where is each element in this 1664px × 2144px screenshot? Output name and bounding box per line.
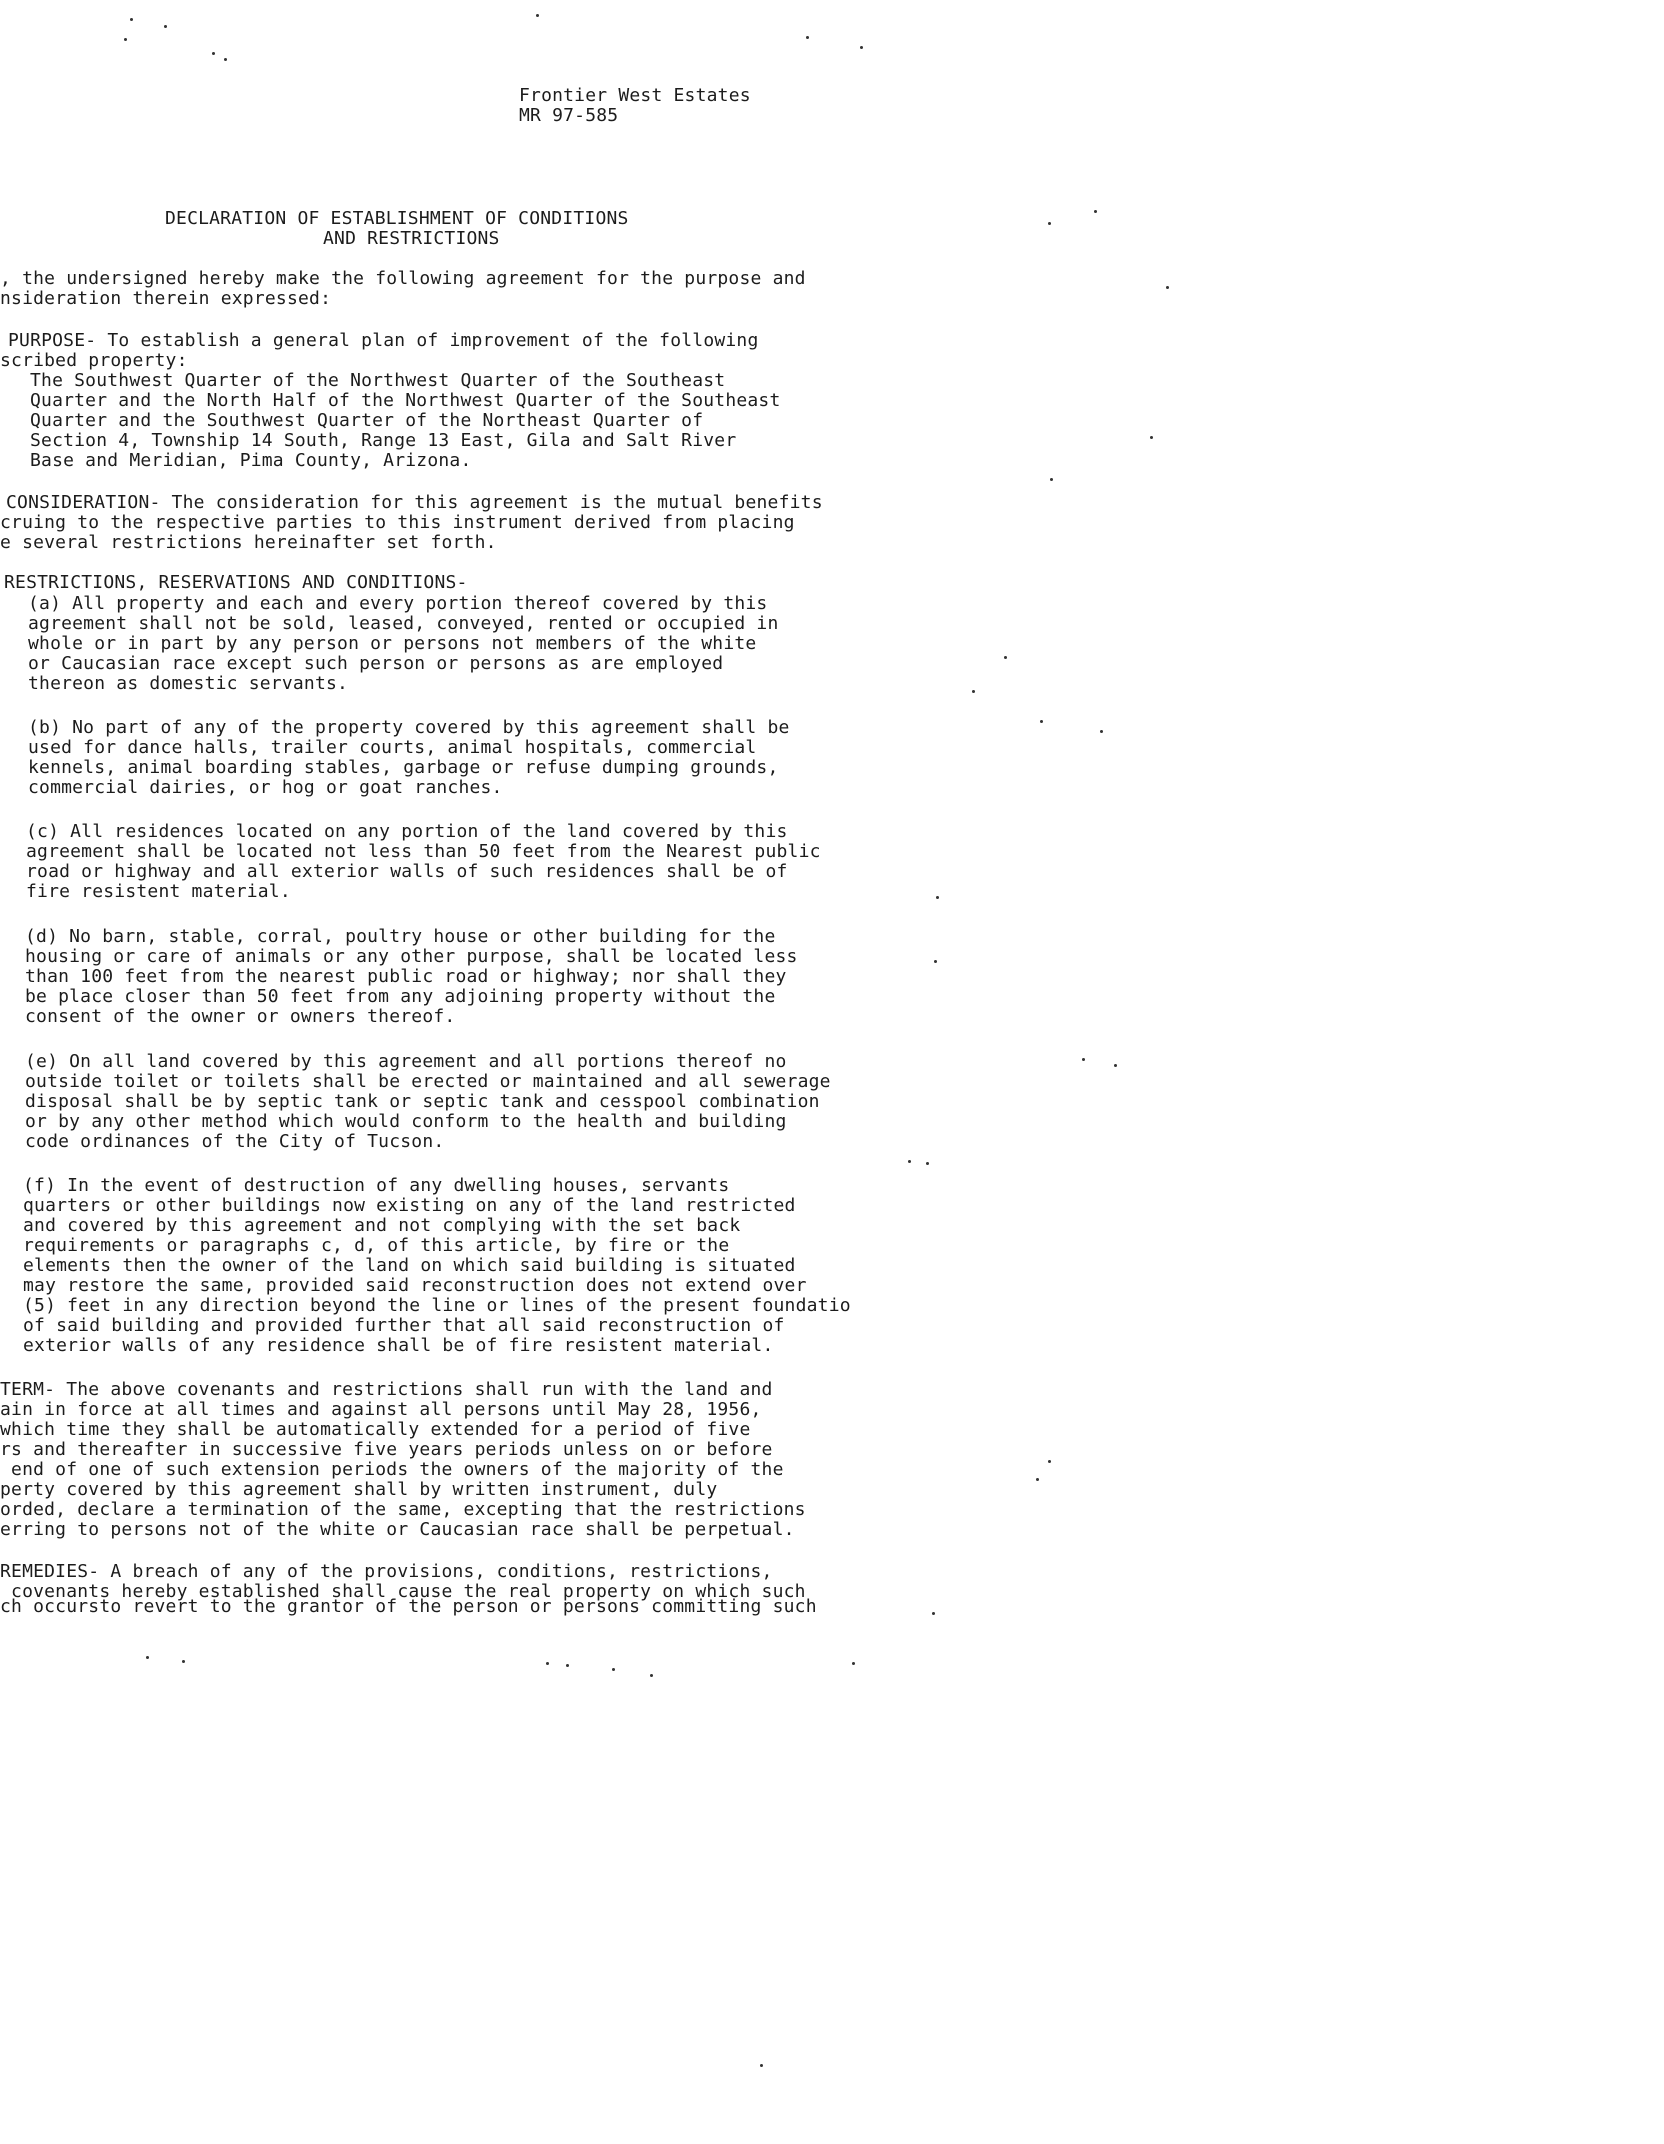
term-line: rs and thereafter in successive five years periods unless on or before (0, 1439, 773, 1460)
paragraph-c-line: (c) All residences located on any portion of the land covered by this (26, 821, 788, 842)
paragraph-f-line: and covered by this agreement and not complying with the set back (23, 1215, 741, 1236)
paragraph-f-line: exterior walls of any residence shall be of fire resistent material. (23, 1335, 774, 1356)
paragraph-f-line: (f) In the event of destruction of any dwelling houses, servants (23, 1175, 730, 1196)
paragraph-e-line: outside toilet or toilets shall be erected or maintained and all sewerage (25, 1071, 831, 1092)
term-line: orded, declare a termination of the same, excepting that the restrictions (0, 1499, 806, 1520)
remedies-line: covenants hereby established shall cause the real property on which such (0, 1581, 806, 1602)
paragraph-e-line: or by any other method which would conform to the health and building (25, 1111, 787, 1132)
purpose-line: PURPOSE- To establish a general plan of improvement of the following (8, 330, 759, 351)
document-title-line-1: DECLARATION OF ESTABLISHMENT OF CONDITIONS (165, 208, 629, 229)
paragraph-b-line: commercial dairies, or hog or goat ranches. (28, 777, 503, 798)
legal-description-line: Section 4, Township 14 South, Range 13 East, Gila and Salt River (30, 430, 737, 451)
paragraph-a-line: or Caucasian race except such person or persons as are employed (28, 653, 724, 674)
paragraph-f-line: of said building and provided further that all said reconstruction of (23, 1315, 785, 1336)
remedies-line: REMEDIES- A breach of any of the provisions, conditions, restrictions, (0, 1561, 773, 1582)
subdivision-name: Frontier West Estates (519, 85, 751, 106)
remedies-line: ch occursto revert to the grantor of the person or persons committing such (0, 1596, 817, 1617)
paragraph-a-line: (a) All property and each and every portion thereof covered by this (28, 593, 768, 614)
restrictions-heading: RESTRICTIONS, RESERVATIONS AND CONDITIONS- (4, 572, 468, 593)
paragraph-d-line: than 100 feet from the nearest public road or highway; nor shall they (25, 966, 787, 987)
paragraph-b-line: (b) No part of any of the property covered by this agreement shall be (28, 717, 790, 738)
legal-description-line: Base and Meridian, Pima County, Arizona. (30, 450, 472, 471)
paragraph-a-line: thereon as domestic servants. (28, 673, 349, 694)
paragraph-c-line: fire resistent material. (26, 881, 291, 902)
legal-description-line: The Southwest Quarter of the Northwest Quarter of the Southeast (30, 370, 726, 391)
paragraph-a-line: agreement shall not be sold, leased, conveyed, rented or occupied in (28, 613, 779, 634)
paragraph-c-line: agreement shall be located not less than 50 feet from the Nearest public (26, 841, 821, 862)
consideration-line: CONSIDERATION- The consideration for this agreement is the mutual benefits (6, 492, 823, 513)
paragraph-d-line: housing or care of animals or any other purpose, shall be located less (25, 946, 798, 967)
term-line: ain in force at all times and against all persons until May 28, 1956, (0, 1399, 762, 1420)
purpose-line: scribed property: (0, 350, 188, 371)
term-line: perty covered by this agreement shall by written instrument, duly (0, 1479, 718, 1500)
term-line: end of one of such extension periods the owners of the majority of the (0, 1459, 784, 1480)
paragraph-e-line: (e) On all land covered by this agreement and all portions thereof no (25, 1051, 787, 1072)
document-title-line-2: AND RESTRICTIONS (323, 228, 500, 249)
preamble-line: , the undersigned hereby make the following agreement for the purpose and (0, 268, 806, 289)
paragraph-b-line: used for dance halls, trailer courts, animal hospitals, commercial (28, 737, 757, 758)
paragraph-e-line: code ordinances of the City of Tucson. (25, 1131, 445, 1152)
paragraph-d-line: consent of the owner or owners thereof. (25, 1006, 456, 1027)
paragraph-f-line: elements then the owner of the land on which said building is situated (23, 1255, 796, 1276)
term-line: TERM- The above covenants and restrictions shall run with the land and (0, 1379, 773, 1400)
map-reference: MR 97-585 (519, 105, 619, 126)
legal-description-line: Quarter and the North Half of the Northwest Quarter of the Southeast (30, 390, 781, 411)
paragraph-f-line: may restore the same, provided said reconstruction does not extend over (23, 1275, 807, 1296)
consideration-line: e several restrictions hereinafter set forth. (0, 532, 497, 553)
paragraph-f-line: quarters or other buildings now existing on any of the land restricted (23, 1195, 796, 1216)
term-line: erring to persons not of the white or Caucasian race shall be perpetual. (0, 1519, 795, 1540)
paragraph-c-line: road or highway and all exterior walls of such residences shall be of (26, 861, 788, 882)
paragraph-d-line: (d) No barn, stable, corral, poultry house or other building for the (25, 926, 776, 947)
paragraph-f-line: requirements or paragraphs c, d, of this article, by fire or the (23, 1235, 730, 1256)
paragraph-f-line: (5) feet in any direction beyond the line or lines of the present foundatio (23, 1295, 851, 1316)
consideration-line: cruing to the respective parties to this instrument derived from placing (0, 512, 795, 533)
term-line: which time they shall be automatically extended for a period of five (0, 1419, 751, 1440)
paragraph-e-line: disposal shall be by septic tank or septic tank and cesspool combination (25, 1091, 820, 1112)
legal-description-line: Quarter and the Southwest Quarter of the Northeast Quarter of (30, 410, 704, 431)
paragraph-b-line: kennels, animal boarding stables, garbage or refuse dumping grounds, (28, 757, 779, 778)
paragraph-a-line: whole or in part by any person or persons not members of the white (28, 633, 757, 654)
paragraph-d-line: be place closer than 50 feet from any adjoining property without the (25, 986, 776, 1007)
preamble-line: nsideration therein expressed: (0, 288, 332, 309)
